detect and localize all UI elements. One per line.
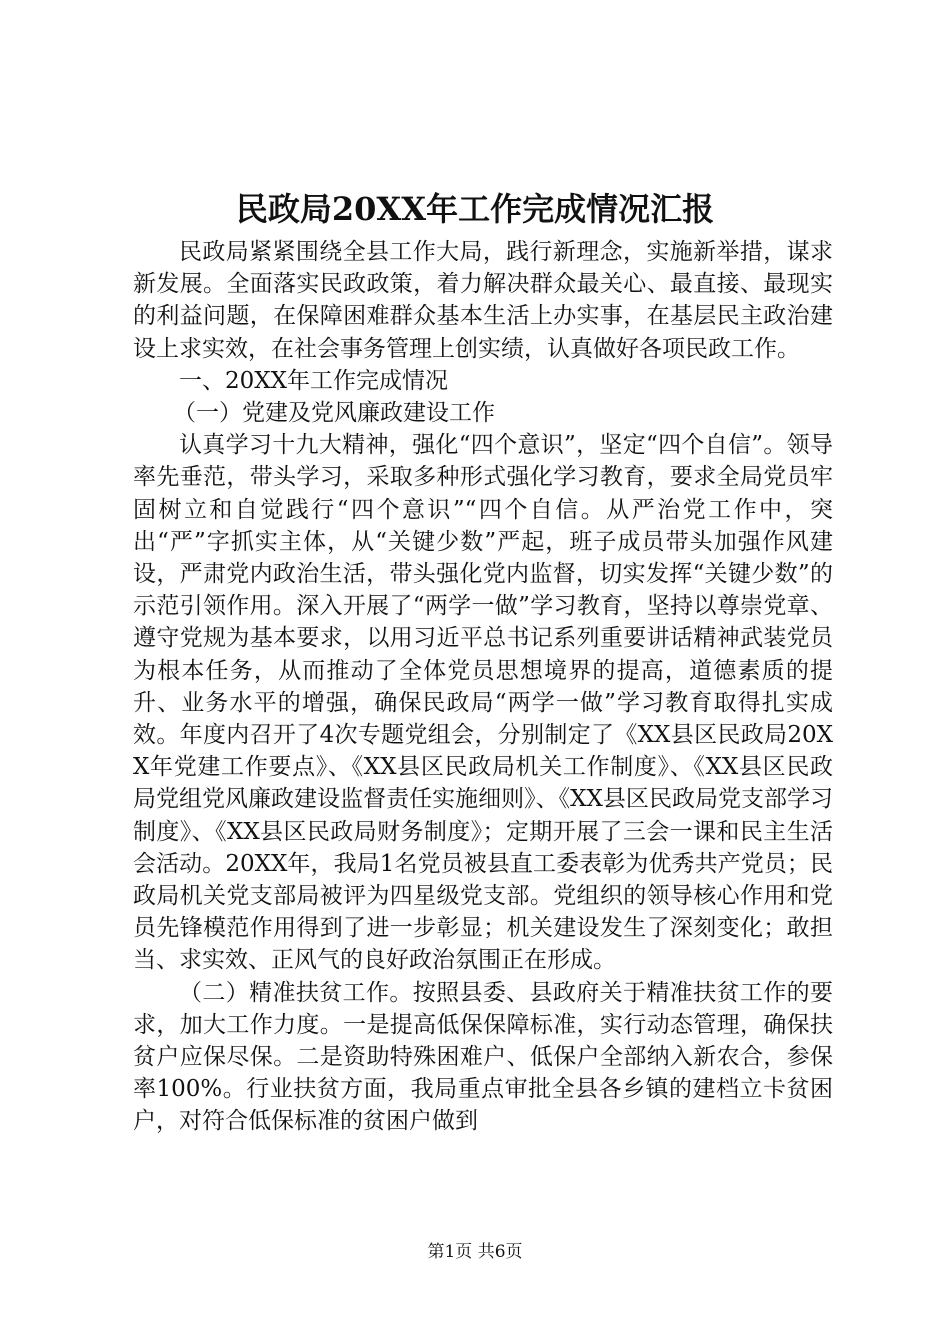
poverty-alleviation-paragraph: （二）精准扶贫工作。按照县委、县政府关于精准扶贫工作的要求，加大工作力度。一是提高低保保障标准，实行动态管理，确保扶贫户应保尽保。二是资助特殊困难户、低保户全部纳入新农合，参保率100%。行业扶贫方面，我局重点审批全县各乡镇的建档立卡贫困户，对符合低保标准的贫困户做到 [133,979,833,1135]
intro-paragraph: 民政局紧紧围绕全县工作大局，践行新理念，实施新举措，谋求新发展。全面落实民政政策，着力解决群众最关心、最直接、最现实的利益问题，在保障困难群众基本生活上办实事，在基层民主政治建设上求实效，在社会事务管理上创实绩，认真做好各项民政工作。 [133,239,833,362]
document-title: 民政局20XX年工作完成情况汇报 [235,190,715,228]
section-heading: 一、20XX年工作完成情况 [179,367,449,394]
party-building-paragraph: 认真学习十九大精神，强化“四个意识”，坚定“四个自信”。领导率先垂范，带头学习，采取多种形式强化学习教育，要求全局党员牢固树立和自觉践行“四个意识”“四个自信。从严治党工作中，突出“严”字抓实主体，从“关键少数”严起，班子成员带头加强作风建设，严肃党内政治生活，带头强化党内监督，切实发挥“关键少数”的示范引领作用。深入开展了“两学一做”学习教育，坚持以尊崇党章、遵守党规为基本要求，以用习近平总书记系列重要讲话精神武装党员为根本任务，从而推动了全体党员思想境界的提高，道德素质的提升、业务水平的增强，确保民政局“两学一做”学习教育取得扎实成效。年度内召开了4次专题党组会，分别制定了《XX县区民政局20XX年党建工作要点》、《XX县区民政局机关工作制度》、《XX县区民政局党组党风廉政建设监督责任实施细则》、《XX县区民政局党支部学习制度》、《XX县区民政局财务制度》；定期开展了三会一课和民主生活会活动。20XX年，我局1名党员被县直工委表彰为优秀共产党员；民政局机关党支部局被评为四星级党支部。党组织的领导核心作用和党员先锋模范作用得到了进一步彰显；机关建设发生了深刻变化；敢担当、求实效、正风气的良好政治氛围正在形成。 [133,432,833,974]
document-body [133,236,833,1138]
page-number: 第1页 共6页 [427,1242,523,1262]
subsection-heading: （一）党建及党风廉政建设工作 [173,400,495,427]
